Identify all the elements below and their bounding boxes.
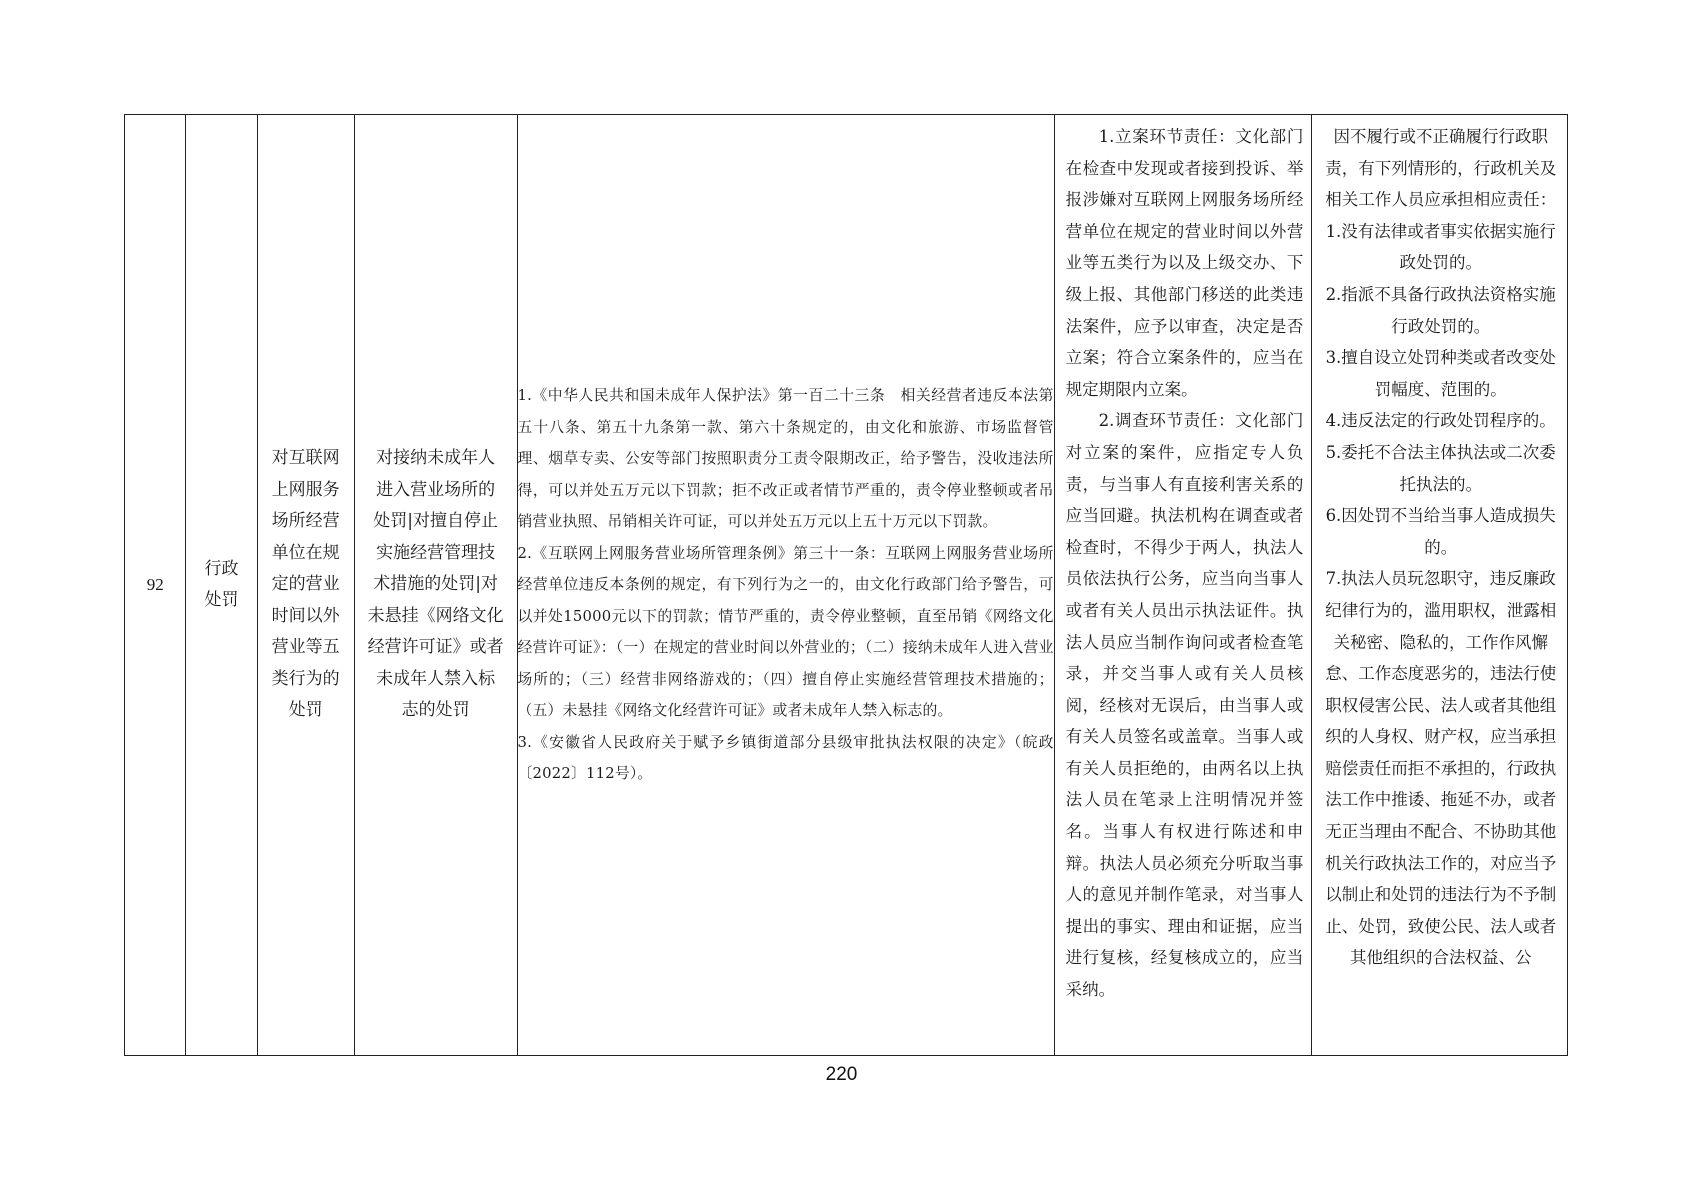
legal-basis-paragraph: 3.《安徽省人民政府关于赋予乡镇街道部分县级审批执法权限的决定》（皖政〔2022〕112号）。 [517, 733, 1054, 783]
accountability-body [1312, 115, 1567, 1055]
accountability [1312, 115, 1568, 1056]
table-row [125, 115, 1568, 1056]
accountability-paragraph: 7.执法人员玩忽职守，违反廉政纪律行为的，滥用职权，泄露相关秘密、隐私的，工作作风懈怠、工作态度恶劣的，违法行使职权侵害公民、法人或者其他组织的人身权、财产权，应当承担赔偿责任而拒不承担的，行政执法工作中推诿、拖延不办，或者无正当理由不配合、不协助其他机关行政执法工作的，对应当予以制止和处罚的违法行为不予制止、处罚，致使公民、法人或者其他组织的合法权益、公 [1325, 569, 1557, 968]
item-number: 92 [125, 115, 186, 1056]
legal-basis-paragraph: 2.《互联网上网服务营业场所管理条例》第三十一条：互联网上网服务营业场所经营单位违反本条例的规定，有下列行为之一的，由文化行政部门给予警告，可以并处15000元以下的罚款；情节严重的，责令停业整顿，直至吊销《网络文化经营许可证》：（一）在规定的营业时间以外营业的；（二）接纳未成年人进入营业场所的；（三）经营非网络游戏的；（四）擅自停止实施经营管理技术措施的；（五）未悬挂《网络文化经营许可证》或者未成年人禁入标志的。 [517, 544, 1054, 720]
item-category-text: 行政 处罚 [204, 558, 239, 610]
legal-basis-paragraph: 1.《中华人民共和国未成年人保护法》第一百二十三条 相关经营者违反本法第五十八条、第五十九条第一款、第六十条规定的，由文化和旅游、市场监督管理、烟草专卖、公安等部门按照职责分工责令限期改正，给予警告，没收违法所得，可以并处五万元以下罚款；拒不改正或者情节严重的，责令停业整顿或者吊销营业执照、吊销相关许可证，可以并处五万元以上五十万元以下罚款。 [517, 387, 1054, 531]
accountability-paragraph: 2.指派不具备行政执法资格实施行政处罚的。 [1325, 284, 1556, 336]
sub-items-text: 对接纳未成年人 进入营业场所的 处罚|对擅自停止 实施经营管理技 术措施的处罚|对 未悬挂《网络文化 经营许可证》或者 未成年人禁入标 志的处罚 [367, 448, 504, 721]
duty-responsibilities-body [1055, 115, 1312, 1055]
accountability-paragraph: 因不履行或不正确履行行政职责，有下列情形的，行政机关及相关工作人员应承担相应责任： [1325, 127, 1557, 210]
responsibility-paragraph: 1.立案环节责任：文化部门在检查中发现或者接到投诉、举报涉嫌对互联网上网服务场所经营单位在规定的营业时间以外营业等五类行为以及上级交办、下级上报、其他部门移送的此类违法案件，应予以审查，决定是否立案；符合立案条件的，应当在规定期限内立案。 [1065, 127, 1304, 399]
item-category [186, 115, 257, 1056]
accountability-paragraph: 6.因处罚不当给当事人造成损失的。 [1325, 506, 1556, 557]
duty-responsibilities [1054, 115, 1312, 1056]
responsibility-paragraph: 2.调查环节责任：文化部门对立案的案件，应指定专人负责，与当事人有直接利害关系的应当回避。执法机构在调查或者检查时，不得少于两人，执法人员依法执行公务，应当向当事人或者有关人员出示执法证件。执法人员应当制作询问或者检查笔录，并交当事人或有关人员核阅，经核对无误后，由当事人或有关人员签名或盖章。当事人或有关人员拒绝的，由两名以上执法人员在笔录上注明情况并签名。当事人有权进行陈述和申辩。执法人员必须充分听取当事人的意见并制作笔录，对当事人提出的事实、理由和证据，应当进行复核，经复核成立的，应当采纳。 [1065, 411, 1304, 1000]
sub-items [354, 115, 517, 1056]
accountability-paragraph: 4.违反法定的行政处罚程序的。 [1325, 411, 1556, 431]
power-list-table [124, 114, 1568, 1056]
item-name [257, 115, 354, 1056]
legal-basis [517, 115, 1054, 1056]
page-number: 220 [825, 1064, 858, 1085]
item-name-text: 对互联网 上网服务 场所经营 单位在规 定的营业 时间以外 营业等五 类行为的 处罚 [271, 448, 340, 721]
accountability-paragraph: 5.委托不合法主体执法或二次委托执法的。 [1325, 442, 1556, 494]
accountability-paragraph: 1.没有法律或者事实依据实施行政处罚的。 [1325, 221, 1556, 273]
accountability-paragraph: 3.擅自设立处罚种类或者改变处罚幅度、范围的。 [1325, 348, 1556, 399]
